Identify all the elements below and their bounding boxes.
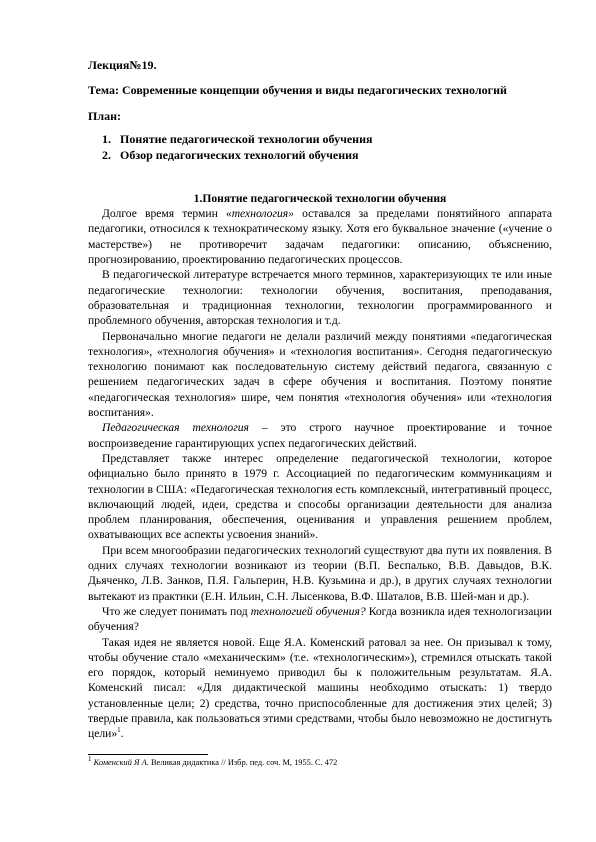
lecture-number: Лекция№19.	[88, 58, 157, 72]
footnote-author: Коменский Я А.	[93, 757, 149, 767]
footnote-number: 1	[88, 754, 92, 763]
plan-item-text: Понятие педагогической технологии обучения	[120, 131, 373, 146]
plan-list	[88, 132, 552, 163]
paragraph: Педагогическая технология – это строго научное проектирование и точное воспроизведение гарантирующих успех педагогических действий.	[88, 421, 552, 450]
paragraph: В педагогической литературе встречается много терминов, характеризующих те или иные педагогические технологии: технологии обучения, воспитания, преподавания, образовательная и традиционная технологии, технологии программированного и проблемного обучения, авторская технология и т.д.	[88, 268, 552, 328]
plan-item-text: Обзор педагогических технологий обучения	[120, 147, 359, 162]
section-heading: 1.Понятие педагогической технологии обучения	[193, 191, 447, 205]
footnote-reference[interactable]: 1	[117, 726, 121, 735]
paragraph: Долгое время термин «технология» оставался за пределами понятийного аппарата педагогики, относился к технократическому языку. Хотя его буквальное значение («учение о мастерстве») не противоречит задачам педагогики: описанию, объяснению, прогнозированию, проектированию педагогических процессов.	[88, 207, 552, 267]
paragraph: При всем многообразии педагогических технологий существуют два пути их появления. В одних случаях технологии возникают из теории (В.П. Беспалько, В.В. Давыдов, В.К. Дьяченко, Л.В. Занков, П.Я. Гальперин, Н.В. Кузьмина и др.), в других случаях технологии вытекают из практики (Е.Н. Ильин, С.Н. Лысенкова, В.Ф. Шаталов, В.В. Шей-ман и др.).	[88, 543, 552, 603]
footnote-text: Великая дидактика // Избр. пед. соч. М, 1955. С. 472	[148, 757, 338, 767]
paragraph: Первоначально многие педагоги не делали различий между понятиями «педагогическая технология», «технология обучения» и «технология воспитания». Сегодня педагогическую технологию понимают как последовательную систему действий педагога, связанную с решением педагогических задач в сфере обучения и воспитания. Поэтому понятие «педагогическая технология» шире, чем понятия «технология обучения» или «технология воспитания».	[88, 329, 552, 420]
footnote	[88, 754, 552, 768]
plan-item	[88, 148, 552, 163]
plan-item	[88, 132, 552, 147]
lecture-topic: Тема: Современные концепции обучения и виды педагогических технологий	[88, 83, 507, 98]
plan-label: План:	[88, 108, 121, 123]
footnote-separator	[88, 754, 208, 755]
paragraph: Такая идея не является новой. Еще Я.А. Коменский ратовал за нее. Он призывал к тому, чтобы обучение стало «механическим» (т.е. «технологическим»), стремился отыскать такой его порядок, который неминуемо приводил бы к положительным результатам. Я.А. Коменский писал: «Для дидактической машины необходимо отыскать: 1) твердо установленные цели; 2) средства, точно приспособленные для достижения этих целей; 3) твердые правила, как пользоваться этими средствами, чтобы было невозможно не достигнуть цели»$^1$.	[88, 635, 552, 741]
plan-item-number: 2.	[102, 147, 111, 162]
plan-item-number: 1.	[102, 131, 111, 146]
paragraph: Что же следует понимать под технологией обучения? Когда возникла идея технологизации обучения?	[88, 604, 553, 634]
paragraph: Представляет также интерес определение педагогической технологии, которое официально было принято в 1979 г. Ассоциацией по педагогическим коммуникациям и технологии в США: «Педагогическая технология есть комплексный, интегративный процесс, включающий людей, идеи, средства и способы организации деятельности для анализа проблем планирования, обеспечения, оценивания и управления решением проблем, охватывающих все аспекты усвоения знаний».	[88, 451, 552, 542]
